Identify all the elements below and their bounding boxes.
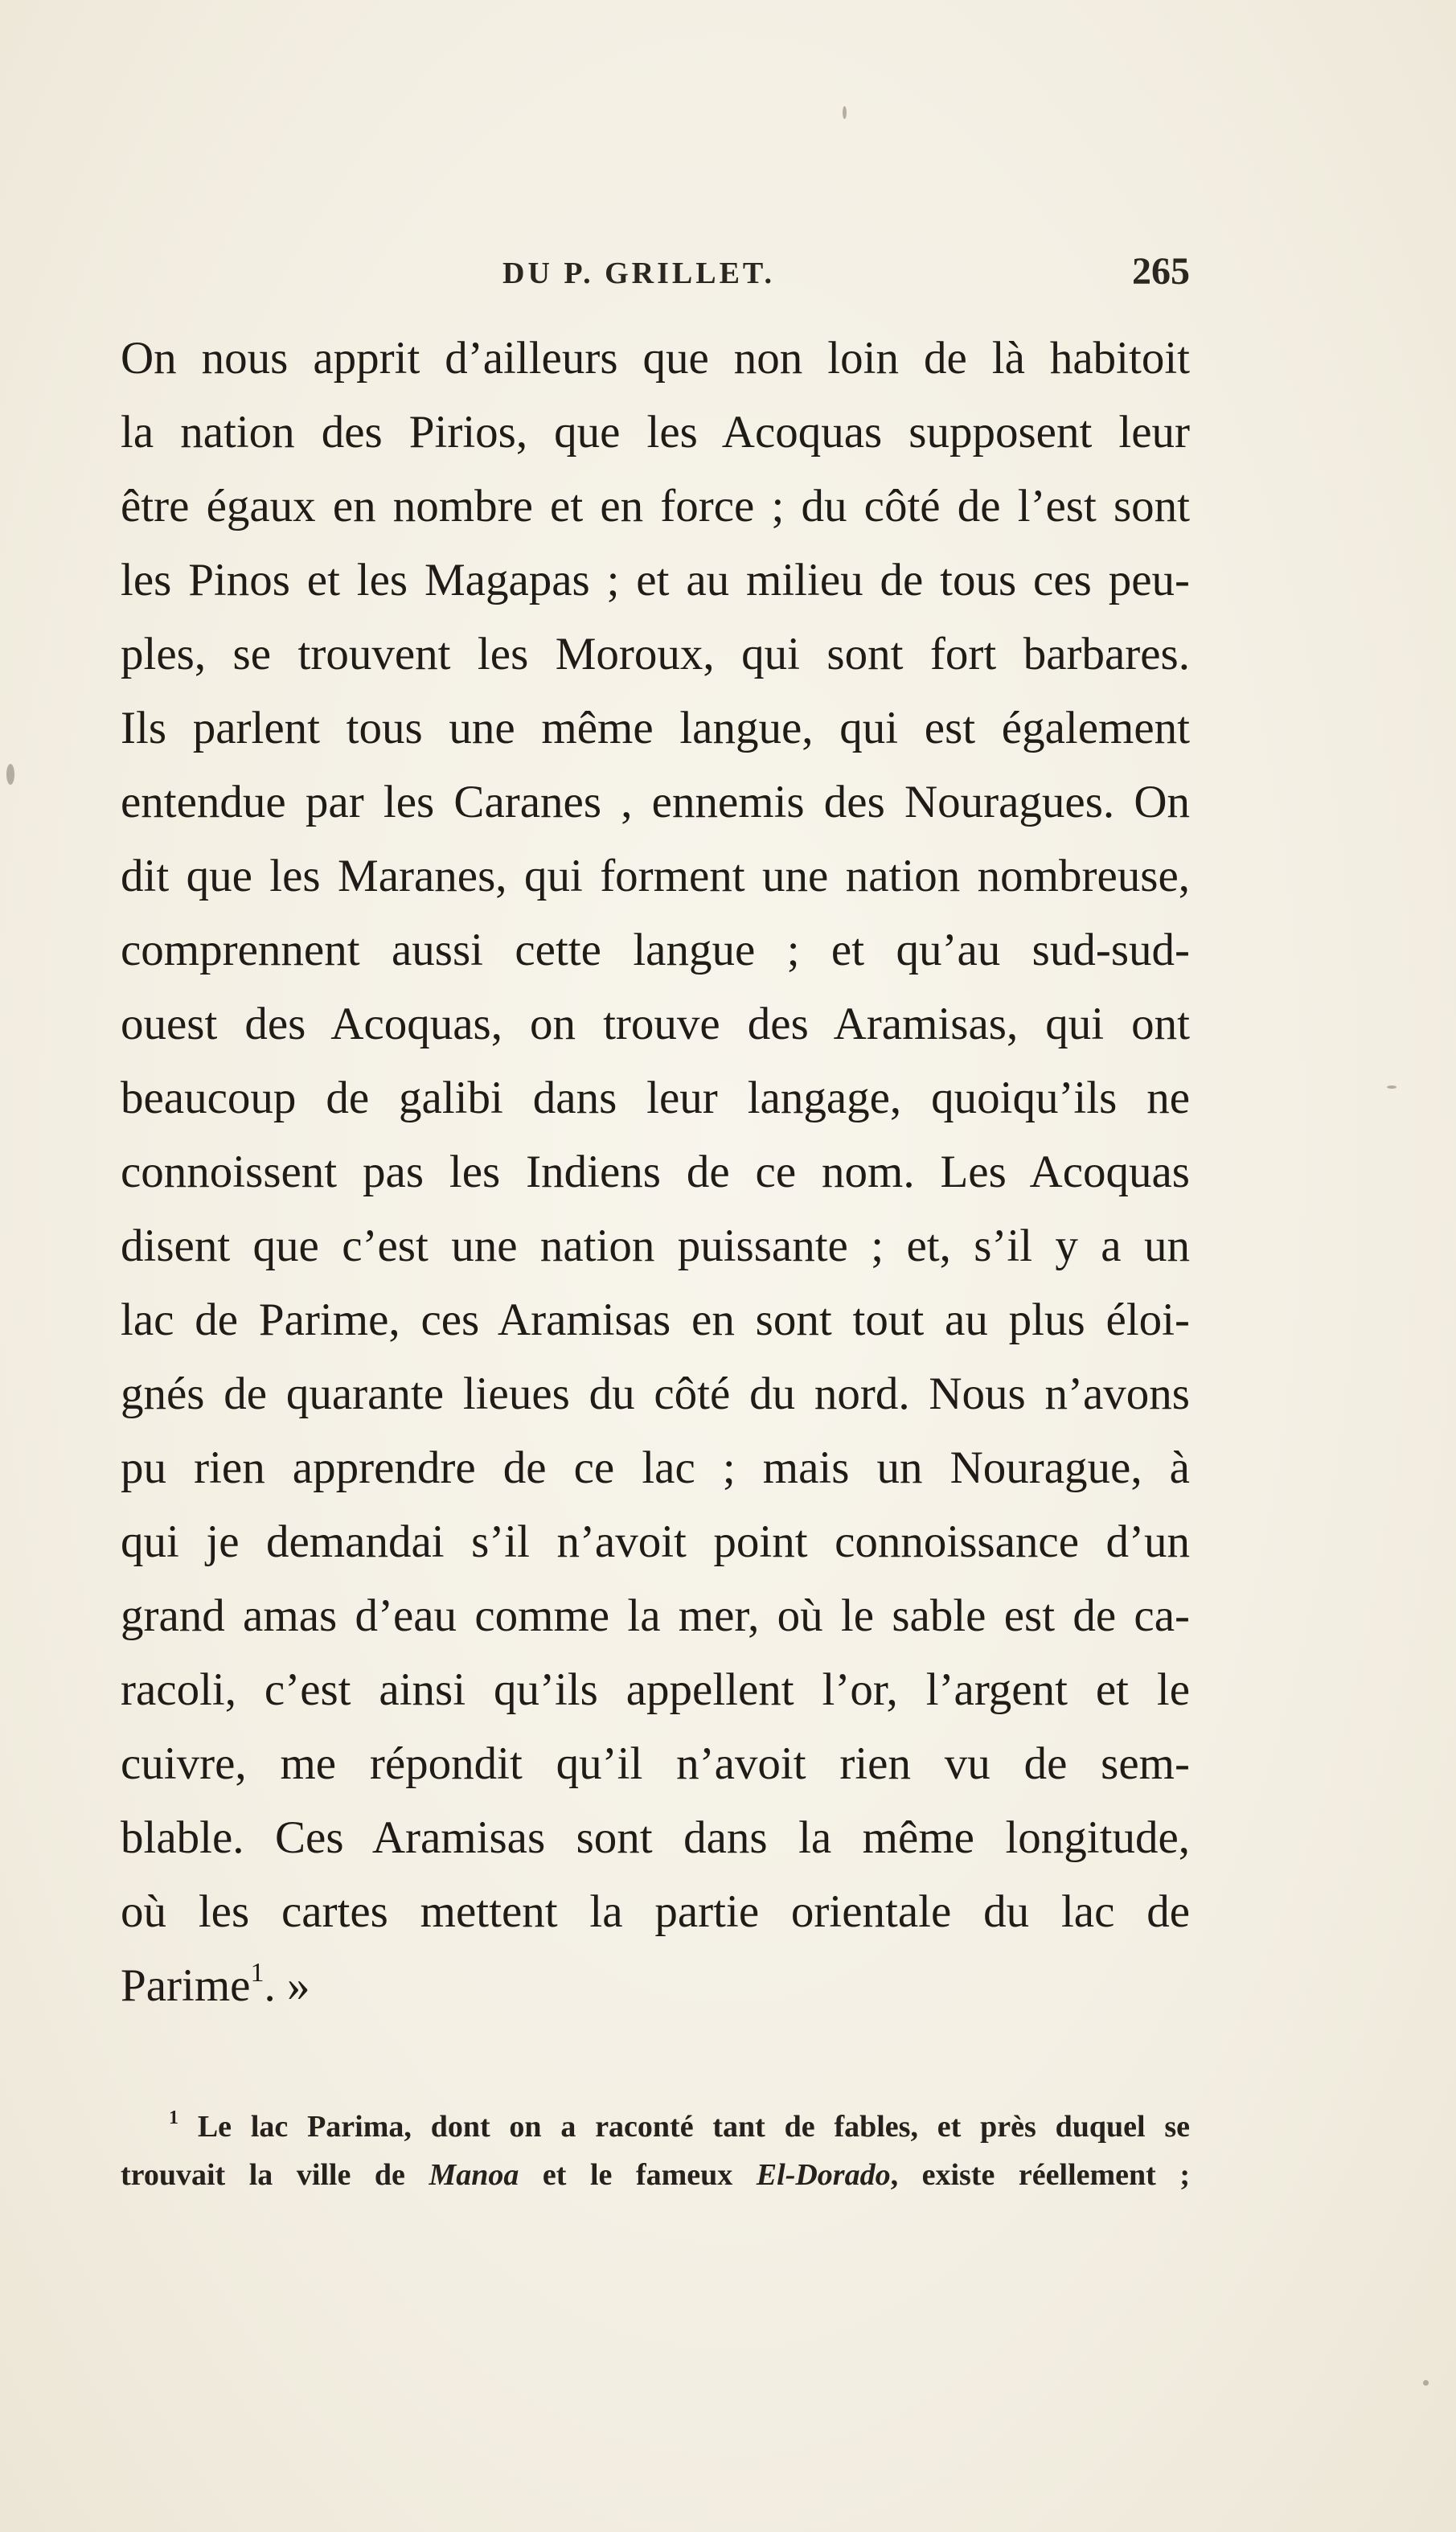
footnote-reference: 1: [250, 1958, 265, 1988]
text-line: lac de Parime, ces Aramisas en sont tout au plus éloi-: [121, 1295, 1190, 1345]
last-line-text: Parime: [121, 1960, 251, 2011]
text-line: pu rien apprendre de ce lac ; mais un Nourague, à: [121, 1442, 1190, 1493]
text-line: Ils parlent tous une même langue, qui est également: [121, 703, 1190, 753]
paper-speck: [1387, 1085, 1397, 1089]
text-line: les Pinos et les Magapas ; et au milieu de tous ces peu-: [121, 555, 1190, 605]
paper-speck: [6, 764, 14, 785]
text-line: connoissent pas les Indiens de ce nom. Les Acoquas: [121, 1147, 1190, 1197]
text-line: gnés de quarante lieues du côté du nord. Nous n’avons: [121, 1369, 1190, 1419]
running-head: DU P. GRILLET.: [502, 256, 775, 290]
text-line: dit que les Maranes, qui forment une nation nombreuse,: [121, 851, 1190, 901]
text-line: racoli, c’est ainsi qu’ils appellent l’or, l’argent et le: [121, 1664, 1190, 1715]
text-line: On nous apprit d’ailleurs que non loin de là habitoit: [121, 333, 1190, 384]
text-line: qui je demandai s’il n’avoit point connoissance d’un: [121, 1516, 1190, 1567]
text-line: ples, se trouvent les Moroux, qui sont fort barbares.: [121, 629, 1190, 679]
text-line: disent que c’est une nation puissante ; et, s’il y a un: [121, 1221, 1190, 1271]
paper-speck: [1423, 2380, 1429, 2386]
text-line: beaucoup de galibi dans leur langage, quoiqu’ils ne: [121, 1073, 1190, 1123]
text-line: entendue par les Caranes , ennemis des Nouragues. On: [121, 777, 1190, 827]
page-number: 265: [1132, 250, 1190, 293]
text-line: grand amas d’eau comme la mer, où le sable est de ca-: [121, 1590, 1190, 1641]
footnote-text-1: Le lac Parima, dont on a raconté tant de fables, et près duquel se: [197, 2110, 1191, 2144]
text-line: comprennent aussi cette langue ; et qu’au sud-sud-: [121, 925, 1190, 975]
footnote-text-2b: et le fameux: [519, 2158, 757, 2192]
last-line-end: . »: [264, 1960, 310, 2011]
footnote-text-2c: , existe réellement ;: [890, 2158, 1190, 2192]
text-line: la nation des Pirios, que les Acoquas supposent leur: [121, 407, 1190, 458]
footnote: [121, 2103, 1190, 2199]
footnote-text-2a: trouvait la ville de: [121, 2158, 429, 2192]
footnote-marker: 1: [169, 2107, 178, 2128]
text-line: ouest des Acoquas, on trouve des Aramisas, qui ont: [121, 999, 1190, 1049]
footnote-line-2: [121, 2151, 1190, 2199]
page-header: [121, 249, 1190, 298]
paper-speck: [843, 106, 847, 119]
footnote-eldorado: El-Dorado: [756, 2158, 891, 2192]
text-line: être égaux en nombre et en force ; du côté de l’est sont: [121, 481, 1190, 531]
text-line-last: [121, 1949, 1190, 2023]
footnote-manoa: Manoa: [429, 2158, 519, 2192]
text-line: où les cartes mettent la partie orientale du lac de: [121, 1886, 1190, 1937]
footnote-line-1: [121, 2103, 1190, 2151]
body-text: [121, 322, 1190, 2023]
text-line: cuivre, me répondit qu’il n’avoit rien vu de sem-: [121, 1738, 1190, 1789]
text-line: blable. Ces Aramisas sont dans la même longitude,: [121, 1812, 1190, 1863]
